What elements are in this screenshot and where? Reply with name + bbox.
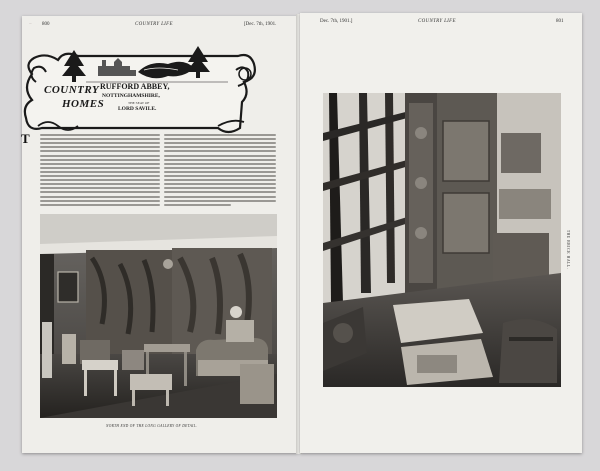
right-page-number: 801 — [556, 19, 564, 24]
pencil-mark: ~ — [29, 22, 32, 27]
seat-of-label: THE SEAT OF — [128, 101, 150, 105]
article-owner: LORD SAVILE. — [118, 106, 157, 112]
series-title-line1: COUNTRY — [44, 84, 100, 96]
left-running-head: COUNTRY LIFE — [135, 22, 173, 27]
brick-hall-photo — [323, 93, 561, 387]
right-running-head: COUNTRY LIFE — [418, 19, 456, 24]
series-title-line2: HOMES — [62, 98, 105, 110]
left-photo-caption: NORTH END OF THE LONG GALLERY OF DETAIL. — [106, 424, 198, 428]
right-photo-side-caption: THE BRICK HALL. — [566, 230, 570, 270]
article-county: NOTTINGHAMSHIRE, — [102, 93, 160, 99]
long-gallery-photo — [40, 214, 277, 418]
drop-cap: T — [21, 131, 30, 146]
left-page-date: [Dec. 7th, 1901. — [244, 22, 277, 27]
right-page-date: Dec. 7th, 1901.] — [320, 19, 353, 24]
text-column-left — [40, 132, 160, 210]
text-column-right — [164, 132, 276, 210]
left-page-number: 800 — [42, 22, 50, 27]
article-title: RUFFORD ABBEY, — [100, 82, 170, 91]
